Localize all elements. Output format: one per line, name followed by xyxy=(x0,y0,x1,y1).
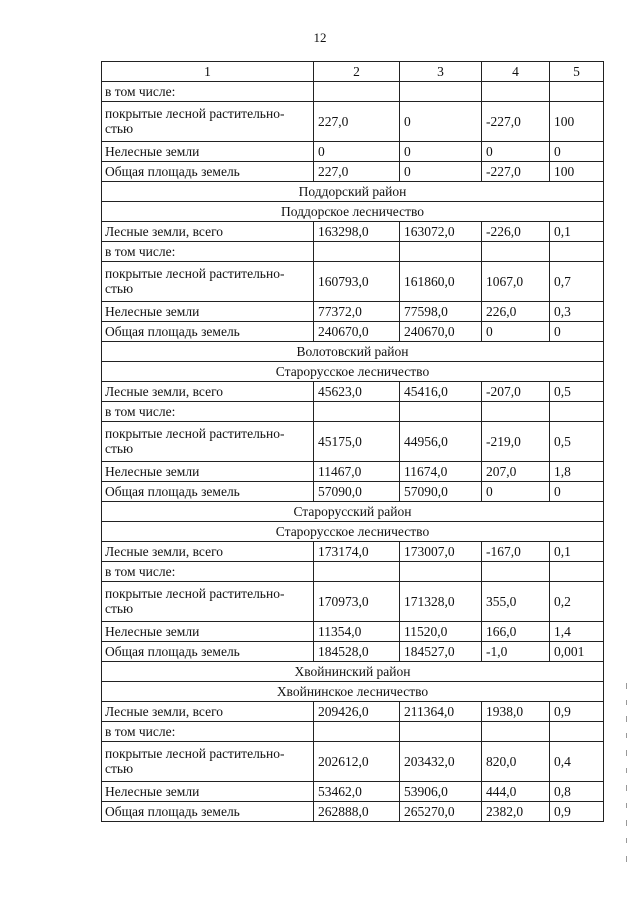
table-cell: 0,9 xyxy=(550,702,604,722)
table-cell xyxy=(400,242,482,262)
table-cell: 171328,0 xyxy=(400,582,482,622)
row-label: Общая площадь земель xyxy=(102,162,314,182)
table-cell: 207,0 xyxy=(482,462,550,482)
table-cell: 0,9 xyxy=(550,802,604,822)
table-cell xyxy=(482,722,550,742)
table-cell: 0,3 xyxy=(550,302,604,322)
section-title: Старорусское лесничество xyxy=(102,362,604,382)
table-cell: 100 xyxy=(550,102,604,142)
table-cell xyxy=(482,82,550,102)
table-cell xyxy=(314,722,400,742)
table-cell: 100 xyxy=(550,162,604,182)
row-label: Нелесные земли xyxy=(102,462,314,482)
table-cell: 77372,0 xyxy=(314,302,400,322)
table-cell: 0,1 xyxy=(550,542,604,562)
table-cell: 184528,0 xyxy=(314,642,400,662)
table-cell: 0,001 xyxy=(550,642,604,662)
table-row xyxy=(102,142,604,162)
table-row xyxy=(102,562,604,582)
column-header: 3 xyxy=(400,62,482,82)
table-cell: 0 xyxy=(550,322,604,342)
table-row xyxy=(102,622,604,642)
scan-mark xyxy=(626,683,627,689)
table-cell: 202612,0 xyxy=(314,742,400,782)
table-cell: 240670,0 xyxy=(314,322,400,342)
table-cell: 0 xyxy=(482,142,550,162)
section-title: Волотовский район xyxy=(102,342,604,362)
table-cell: -1,0 xyxy=(482,642,550,662)
table-cell: 0 xyxy=(400,162,482,182)
table-row xyxy=(102,242,604,262)
table-cell: 173007,0 xyxy=(400,542,482,562)
table-cell: 0 xyxy=(482,322,550,342)
table-cell xyxy=(314,402,400,422)
table-row xyxy=(102,222,604,242)
table-cell: 57090,0 xyxy=(400,482,482,502)
table-cell xyxy=(314,82,400,102)
table-row xyxy=(102,742,604,782)
table-cell: 0 xyxy=(314,142,400,162)
land-area-table xyxy=(101,61,604,822)
table-cell: 184527,0 xyxy=(400,642,482,662)
table-cell: 53906,0 xyxy=(400,782,482,802)
row-label: Нелесные земли xyxy=(102,622,314,642)
scan-mark xyxy=(626,803,627,808)
table-header-row xyxy=(102,62,604,82)
table-cell: 163298,0 xyxy=(314,222,400,242)
row-label: покрытые лесной растительно-стью xyxy=(102,742,314,782)
table-cell: 77598,0 xyxy=(400,302,482,322)
table-cell: 820,0 xyxy=(482,742,550,782)
row-label: Нелесные земли xyxy=(102,302,314,322)
table-cell: 161860,0 xyxy=(400,262,482,302)
section-row xyxy=(102,662,604,682)
table-cell: 2382,0 xyxy=(482,802,550,822)
table-cell: 170973,0 xyxy=(314,582,400,622)
section-row xyxy=(102,682,604,702)
row-label: Лесные земли, всего xyxy=(102,702,314,722)
section-title: Хвойнинский район xyxy=(102,662,604,682)
scan-mark xyxy=(626,785,627,791)
scan-mark xyxy=(626,700,627,705)
table-cell: 0,5 xyxy=(550,382,604,402)
column-header: 2 xyxy=(314,62,400,82)
table-cell xyxy=(482,242,550,262)
section-title: Старорусский район xyxy=(102,502,604,522)
table-cell: 11354,0 xyxy=(314,622,400,642)
table-cell: 355,0 xyxy=(482,582,550,622)
table-cell: 0 xyxy=(400,142,482,162)
table-cell: -167,0 xyxy=(482,542,550,562)
table-cell: 11467,0 xyxy=(314,462,400,482)
scan-mark xyxy=(626,820,627,826)
table-cell: 0,8 xyxy=(550,782,604,802)
section-row xyxy=(102,202,604,222)
table-cell: 227,0 xyxy=(314,162,400,182)
row-label: в том числе: xyxy=(102,242,314,262)
section-row xyxy=(102,362,604,382)
table-cell: 45175,0 xyxy=(314,422,400,462)
table-row xyxy=(102,782,604,802)
table-cell xyxy=(482,562,550,582)
section-row xyxy=(102,502,604,522)
table-row xyxy=(102,102,604,142)
table-cell: 226,0 xyxy=(482,302,550,322)
table-row xyxy=(102,262,604,302)
scan-mark xyxy=(626,838,627,843)
table-cell: 160793,0 xyxy=(314,262,400,302)
table-cell: 57090,0 xyxy=(314,482,400,502)
section-title: Хвойнинское лесничество xyxy=(102,682,604,702)
row-label: покрытые лесной растительно-стью xyxy=(102,102,314,142)
table-cell: 1,4 xyxy=(550,622,604,642)
page-number: 12 xyxy=(313,30,327,45)
table-row xyxy=(102,702,604,722)
table-cell: 45623,0 xyxy=(314,382,400,402)
row-label: в том числе: xyxy=(102,402,314,422)
row-label: в том числе: xyxy=(102,562,314,582)
table-cell: 0,5 xyxy=(550,422,604,462)
table-cell xyxy=(314,562,400,582)
row-label: покрытые лесной растительно-стью xyxy=(102,262,314,302)
table-cell: 0 xyxy=(550,482,604,502)
table-row xyxy=(102,642,604,662)
table-cell: -226,0 xyxy=(482,222,550,242)
table-cell: 265270,0 xyxy=(400,802,482,822)
table-cell: 0,2 xyxy=(550,582,604,622)
scan-mark xyxy=(626,768,627,773)
row-label: Нелесные земли xyxy=(102,142,314,162)
table-cell: -227,0 xyxy=(482,162,550,182)
table-cell xyxy=(550,722,604,742)
table-cell: 444,0 xyxy=(482,782,550,802)
table-cell xyxy=(550,242,604,262)
row-label: Лесные земли, всего xyxy=(102,222,314,242)
table-cell: 0 xyxy=(482,482,550,502)
table-row xyxy=(102,482,604,502)
scan-mark xyxy=(626,856,627,862)
section-title: Поддорский район xyxy=(102,182,604,202)
table-cell: -207,0 xyxy=(482,382,550,402)
table-cell xyxy=(550,82,604,102)
table-row xyxy=(102,462,604,482)
table-cell xyxy=(482,402,550,422)
row-label: Лесные земли, всего xyxy=(102,542,314,562)
table-cell: 166,0 xyxy=(482,622,550,642)
table-cell: 209426,0 xyxy=(314,702,400,722)
table-row xyxy=(102,542,604,562)
row-label: Общая площадь земель xyxy=(102,322,314,342)
table-row xyxy=(102,422,604,462)
table-cell xyxy=(550,402,604,422)
table-cell xyxy=(400,402,482,422)
table-cell: 163072,0 xyxy=(400,222,482,242)
row-label: Общая площадь земель xyxy=(102,642,314,662)
table-row xyxy=(102,162,604,182)
table-cell: 1,8 xyxy=(550,462,604,482)
section-row xyxy=(102,342,604,362)
table-cell: 53462,0 xyxy=(314,782,400,802)
row-label: в том числе: xyxy=(102,722,314,742)
table-cell: 211364,0 xyxy=(400,702,482,722)
column-header: 5 xyxy=(550,62,604,82)
table-cell: -227,0 xyxy=(482,102,550,142)
column-header: 4 xyxy=(482,62,550,82)
table-cell xyxy=(550,562,604,582)
table-row xyxy=(102,722,604,742)
table-cell: 45416,0 xyxy=(400,382,482,402)
table-cell: 11674,0 xyxy=(400,462,482,482)
row-label: Лесные земли, всего xyxy=(102,382,314,402)
table-cell: 262888,0 xyxy=(314,802,400,822)
table-cell xyxy=(400,562,482,582)
table-cell: -219,0 xyxy=(482,422,550,462)
row-label: Нелесные земли xyxy=(102,782,314,802)
table-cell: 1067,0 xyxy=(482,262,550,302)
table-cell: 0 xyxy=(400,102,482,142)
table-cell xyxy=(400,722,482,742)
row-label: Общая площадь земель xyxy=(102,482,314,502)
table-row xyxy=(102,402,604,422)
table-row xyxy=(102,302,604,322)
table-cell: 227,0 xyxy=(314,102,400,142)
table-cell xyxy=(314,242,400,262)
table-row xyxy=(102,382,604,402)
table-cell: 173174,0 xyxy=(314,542,400,562)
table-cell: 0 xyxy=(550,142,604,162)
row-label: покрытые лесной растительно-стью xyxy=(102,422,314,462)
table-row xyxy=(102,802,604,822)
table-cell: 1938,0 xyxy=(482,702,550,722)
table-cell: 0,1 xyxy=(550,222,604,242)
table-row xyxy=(102,322,604,342)
table-cell: 44956,0 xyxy=(400,422,482,462)
section-row xyxy=(102,182,604,202)
table-cell: 0,7 xyxy=(550,262,604,302)
row-label: Общая площадь земель xyxy=(102,802,314,822)
table-cell: 11520,0 xyxy=(400,622,482,642)
column-header: 1 xyxy=(102,62,314,82)
scan-mark xyxy=(626,733,627,738)
scan-mark xyxy=(626,716,627,722)
row-label: в том числе: xyxy=(102,82,314,102)
section-title: Старорусское лесничество xyxy=(102,522,604,542)
scan-mark xyxy=(626,750,627,756)
table-cell: 203432,0 xyxy=(400,742,482,782)
section-title: Поддорское лесничество xyxy=(102,202,604,222)
table-cell xyxy=(400,82,482,102)
section-row xyxy=(102,522,604,542)
table-cell: 240670,0 xyxy=(400,322,482,342)
table-row xyxy=(102,82,604,102)
table-cell: 0,4 xyxy=(550,742,604,782)
table-row xyxy=(102,582,604,622)
row-label: покрытые лесной растительно-стью xyxy=(102,582,314,622)
